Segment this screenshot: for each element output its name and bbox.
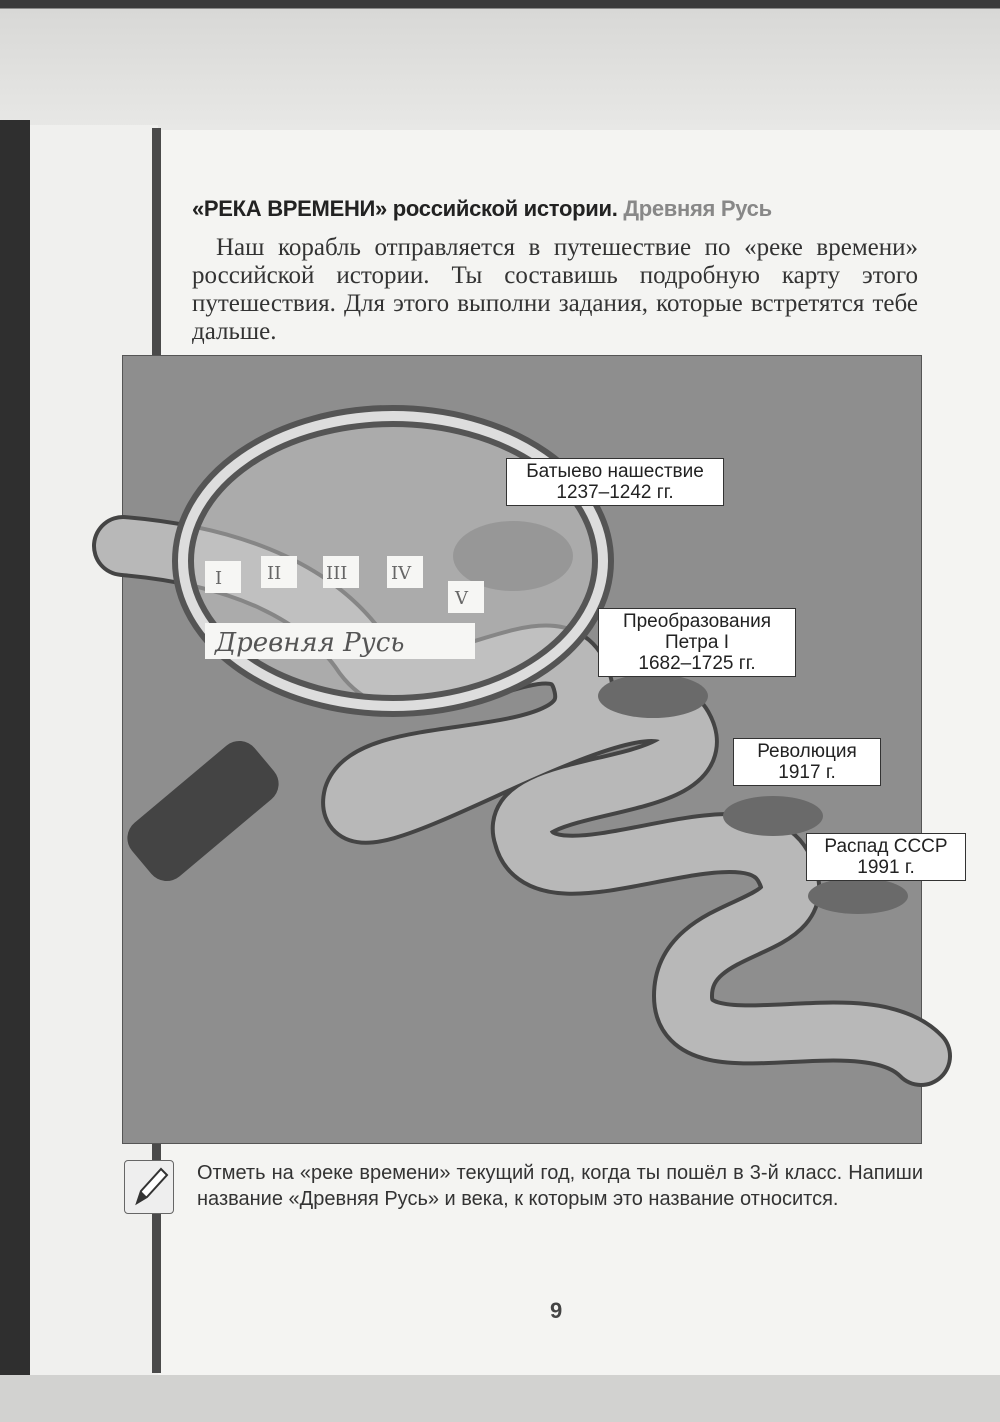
label-line: Петра I [665, 632, 729, 653]
label-line: 1917 г. [778, 762, 836, 783]
century-mark: IV [391, 563, 412, 584]
label-ussr-collapse [806, 833, 966, 881]
scan-top-shadow [0, 0, 1000, 130]
label-line: Преобразования [622, 611, 772, 632]
scan-bottom-edge [0, 1375, 1000, 1422]
scan-left-edge [0, 120, 30, 1422]
pencil-icon [124, 1160, 174, 1214]
label-line: 1682–1725 гг. [638, 653, 756, 674]
century-mark: V [455, 588, 468, 609]
label-line: Революция [757, 741, 857, 762]
title-main: «РЕКА ВРЕМЕНИ» российской истории. [192, 196, 618, 221]
label-line: Распад СССР [824, 836, 948, 857]
label-peter-reforms [598, 608, 796, 677]
river-of-time-illustration [122, 355, 948, 1144]
century-mark: I [215, 568, 223, 589]
label-batu-invasion [506, 458, 724, 506]
handwritten-name: Древняя Русь [215, 628, 405, 658]
label-line: 1991 г. [857, 857, 915, 878]
intro-paragraph: Наш корабль отправляется в путешествие по «реке времени» российской истории. Ты составишь подробную карту этого путешествия. Для этого выполни задания, которые встретятся тебе дальше. [192, 234, 918, 345]
label-line: Батыево нашествие [526, 461, 704, 482]
century-mark: II [267, 563, 282, 584]
label-line: 1237–1242 гг. [556, 482, 674, 503]
title-sub: Древняя Русь [623, 196, 772, 221]
label-revolution [733, 738, 881, 786]
page-number: 9 [550, 1298, 563, 1323]
task-instructions: Отметь на «реке времени» текущий год, когда ты пошёл в 3-й класс. Напиши название «Древняя Русь» и века, к которым это название относится. [197, 1162, 923, 1210]
century-mark: III [326, 563, 348, 584]
page-title [192, 196, 772, 222]
